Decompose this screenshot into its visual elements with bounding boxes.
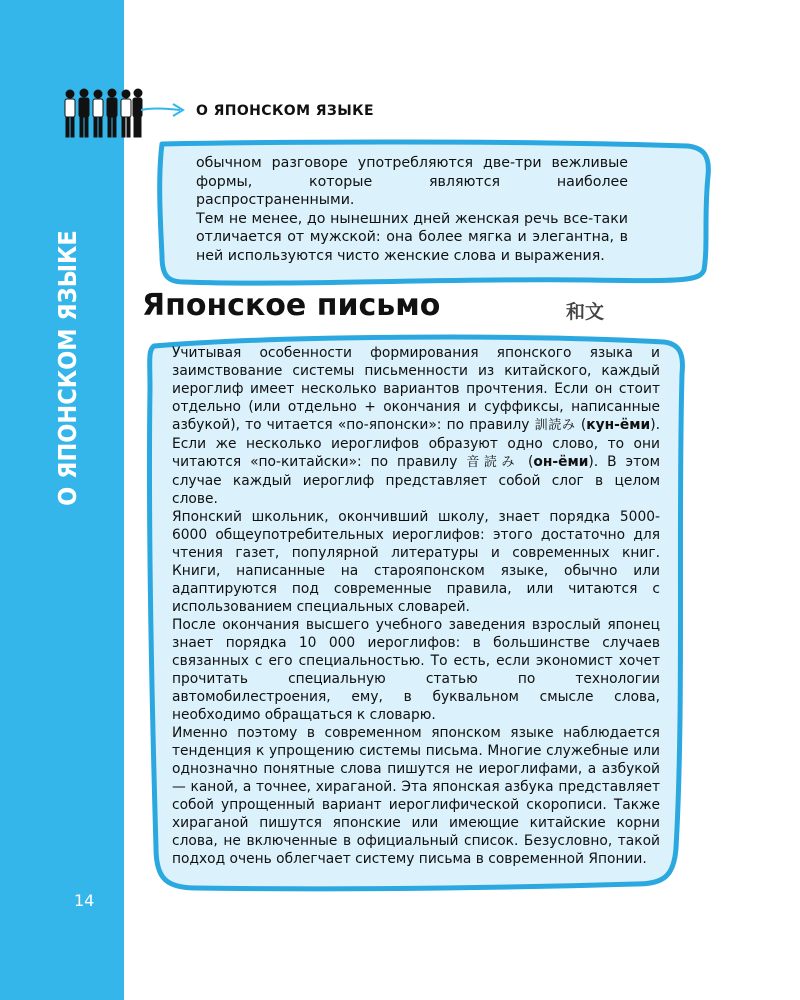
main-box-text [172, 344, 660, 868]
people-group-icon [62, 88, 144, 140]
paragraph: После окончания высшего учебного заведения взрослый японец знает порядка 10 000 иероглифов: в большинстве случаев связанных с его специальностью. То есть, если экономист хочет прочитать специальную статью по технологии автомобилестроения, ему, в буквальном смысле слова, необходимо обращаться к словарю. [172, 617, 660, 723]
paragraph: Именно поэтому в современном японском языке наблюдается тенденция к упрощению системы письма. Многие служебные или однозначно понятные слова пишутся не иероглифами, а азбукой — каной, а точнее, хираганой. Эта японская азбука представляет собой упрощенный вариант иероглифической скорописи. Также хираганой пишутся японские или имеющие китайские корни слова, не включенные в официальный список. Безусловно, такой подход очень облегчает систему письма в современной Японии. [172, 725, 660, 867]
text-run: ). В этом случае каждый иероглиф представляет собой слог в целом слове. [172, 454, 660, 507]
vertical-chapter-title: О ЯПОНСКОМ ЯЗЫКЕ [53, 230, 82, 506]
page-number: 14 [74, 891, 95, 910]
note-box-text [196, 154, 628, 266]
running-header: О ЯПОНСКОМ ЯЗЫКЕ [196, 103, 374, 119]
text-run: ). Если же несколько иероглифов образуют одно слово, то они читаются «по-китайски»: по правилу [172, 417, 660, 470]
term-on-yomi: он-ёми [533, 454, 589, 470]
paragraph [172, 344, 660, 508]
paragraph: обычном разговоре употребляются две-три вежливые формы, которые являются наиболее распространенными. [196, 155, 628, 209]
paragraph: Японский школьник, окончивший школу, знает порядка 5000-6000 общеупотребительных иероглифов: этого достаточно для чтения газет, популярной литературы и современных книг. Книги, написанные на старояпонском языке, обычно или адаптируются под современные правила, или читаются с использованием специальных словарей. [172, 509, 660, 615]
person-figure [65, 90, 75, 137]
text-run: Учитывая особенности формирования японского языка и заимствование системы письменности из китайского, каждый иероглиф имеет несколько вариантов прочтения. Если он стоит отдельно (или отдельно + окончания и суффиксы, написанные азбукой), то читается «по-японски»: по правилу [172, 345, 660, 433]
kanji-kun-yomi: 訓読み [534, 418, 576, 433]
arrow-right-icon [140, 102, 186, 118]
kanji-on-yomi: 音読み [466, 455, 520, 470]
person-figure [79, 89, 89, 137]
term-kun-yomi: кун-ёми [586, 417, 651, 433]
paragraph: Тем не менее, до нынешних дней женская речь все-таки отличается от мужской: она более мягка и элегантна, в ней используются чисто женские слова и выражения. [196, 210, 628, 264]
person-figure [93, 90, 103, 137]
text-run: ( [519, 454, 534, 470]
person-figure [107, 89, 117, 137]
person-figure [121, 90, 131, 137]
section-kanji: 和文 [566, 301, 605, 323]
text-run: ( [575, 417, 587, 433]
section-title: Японское письмо [142, 288, 441, 323]
